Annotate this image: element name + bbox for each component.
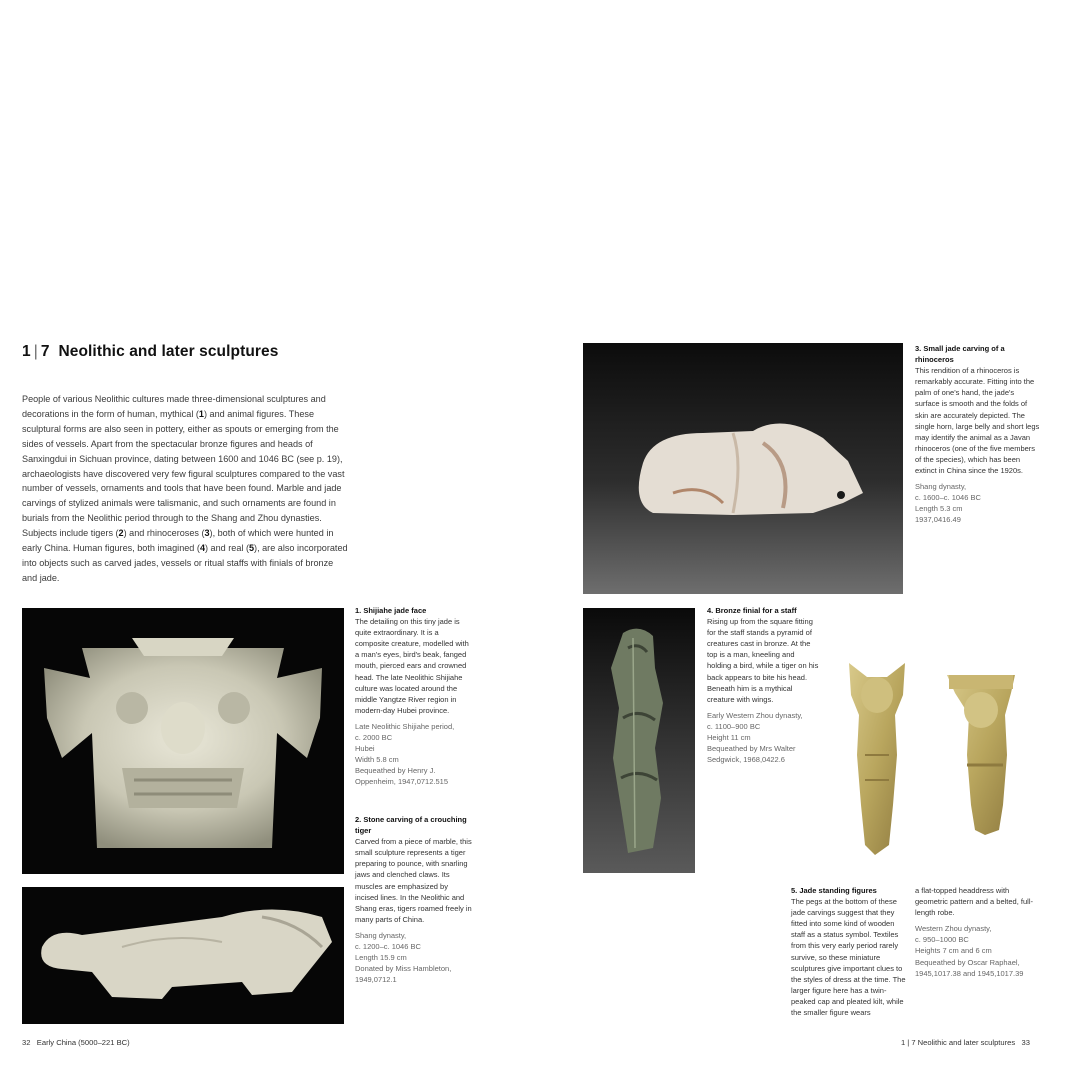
caption-2-meta-line: c. 1200–c. 1046 BC (355, 942, 421, 952)
caption-4-meta-line: Sedgwick, 1968,0422.6 (707, 755, 785, 765)
caption-3-title: 3. Small jade carving of a rhinoceros (915, 344, 1005, 365)
caption-4-meta-line: Early Western Zhou dynasty, (707, 710, 803, 720)
caption-4-meta (707, 710, 819, 765)
caption-1-body: The detailing on this tiny jade is quite extraordinary. It is a composite creature, modelled with a man's eyes, bird's beak, fanged mouth, pierced ears and crowned head. The late Neolithic Shijiahe culture was located around the middle Yangtze River region in modern-day Hubei province. (355, 617, 469, 715)
footer-right (901, 1038, 1030, 1047)
section-number: 1 (22, 343, 31, 360)
intro-paragraph (22, 392, 348, 586)
caption-5-body-first: The pegs at the bottom of these jade carvings suggest that they fitted into some kind of wooden staff as a status symbol. Textiles from this very early period rarely survive, so these miniature sculptures give important clues to the styles of dress at the time. The larger figure here has a twin-peaked cap and pleated kilt, while the smaller figure wears (791, 897, 906, 1018)
intro-text: ), are also incorporated into objects such as carved jades, vessels or ritual staffs with finials of bronze and jade. (22, 543, 348, 583)
intro-text: People of various Neolithic cultures made three-dimensional sculptures and decorations in the form of human, mythical ( (22, 394, 326, 419)
caption-3-meta-line: Shang dynasty, (915, 482, 967, 492)
caption-4-meta-line: Bequeathed by Mrs Walter (707, 744, 796, 754)
intro-text: ) and rhinoceroses ( (123, 528, 205, 539)
caption-3-body: This rendition of a rhinoceros is remarkably accurate. Fitting into the palm of one's hand, the jade's surface is smooth and the folds of skin are accurately depicted. The single horn, large belly and short legs may identify the animal as a Javan rhinoceros (one of the five members of the species), which has been extinct in China since the 1920s. (915, 366, 1040, 476)
intro-text: ), both of which were hunted in early China. Human figures, both imagined ( (22, 528, 334, 554)
section-heading (22, 343, 279, 361)
caption-1-meta-line: Width 5.8 cm (355, 755, 399, 765)
section-sub-number: 7 (40, 343, 50, 360)
figure-reference: 3 (204, 528, 210, 539)
jade-figures-illustration (835, 655, 1035, 865)
bronze-finial-illustration (583, 608, 695, 873)
intro-text: ) and real ( (205, 543, 249, 554)
caption-4-title: 4. Bronze finial for a staff (707, 606, 797, 615)
caption-2-meta-line: Donated by Miss Hambleton, (355, 964, 452, 974)
footer-left (22, 1038, 130, 1047)
caption-5-meta-line: Heights 7 cm and 6 cm (915, 946, 992, 956)
caption-2 (355, 814, 473, 985)
caption-1-meta (355, 721, 473, 788)
figure-reference: 5 (248, 543, 255, 554)
caption-5 (791, 885, 909, 1018)
caption-3-meta (915, 481, 1040, 525)
caption-5-title: 5. Jade standing figures (791, 886, 877, 895)
caption-1-meta-line: Bequeathed by Henry J. (355, 766, 436, 776)
running-title-left: Early China (5000–221 BC) (36, 1038, 130, 1047)
section-separator: | (33, 343, 38, 360)
caption-4-meta-line: c. 1100–900 BC (707, 721, 761, 731)
image-jade-rhinoceros (583, 343, 903, 594)
running-title-right: 1 | 7 Neolithic and later sculptures (900, 1038, 1016, 1047)
caption-2-meta (355, 930, 473, 985)
caption-3 (915, 343, 1040, 526)
caption-2-meta-line: Shang dynasty, (355, 930, 407, 940)
image-stone-tiger (22, 887, 344, 1024)
tiger-illustration (22, 887, 344, 1024)
caption-2-meta-line: 1949,0712.1 (355, 975, 397, 985)
caption-3-meta-line: 1937,0416.49 (915, 515, 961, 525)
caption-5-meta-line: c. 950–1000 BC (915, 935, 969, 945)
caption-4 (707, 605, 819, 765)
image-jade-face (22, 608, 344, 874)
caption-2-meta-line: Length 15.9 cm (355, 953, 407, 963)
caption-1-title: 1. Shijiahe jade face (355, 606, 427, 615)
caption-3-meta-line: Length 5.3 cm (915, 504, 963, 514)
caption-3-meta-line: c. 1600–c. 1046 BC (915, 493, 981, 503)
caption-1-meta-line: Hubei (355, 744, 375, 754)
caption-5-meta-line: Bequeathed by Oscar Raphael, (915, 957, 1020, 967)
intro-text: ) and animal figures. These sculptural forms are also seen in pottery, either as spouts or emerging from the sides of vessels. Apart from the spectacular bronze figures and heads of Sanxingdui in Sichuan province, dating between 1600 and 1046 BC (see p. 19), archaeologists have discovered very few figural sculptures compared to the vast number of vessels, ornaments and tools that have been found. Marble and jade carvings of stylized animals were talismanic, and such ornaments are found in burials from the Neolithic period through to the Shang and Zhou dynasties. Subjects include tigers ( (22, 408, 345, 539)
caption-1 (355, 605, 473, 788)
jade-face-illustration (22, 608, 344, 874)
caption-5-meta-line: Western Zhou dynasty, (915, 924, 992, 934)
page-number-right: 33 (1021, 1038, 1030, 1047)
caption-4-body: Rising up from the square fitting for the staff stands a pyramid of creatures cast in bronze. At the top is a man, kneeling and holding a bird, while a tiger on his back appears to bite his head. Beneath him is a mythical creature with wings. (707, 617, 819, 704)
rhinoceros-illustration (583, 343, 903, 594)
page-number-left: 32 (22, 1038, 31, 1047)
caption-1-meta-line: Oppenheim, 1947,0712.515 (355, 777, 448, 787)
caption-5-body-second: a flat-topped headdress with geometric pattern and a belted, full-length robe. (915, 886, 1033, 918)
section-title: Neolithic and later sculptures (58, 343, 279, 360)
caption-1-meta-line: c. 2000 BC (355, 733, 393, 743)
caption-5-meta-line: 1945,1017.38 and 1945,1017.39 (915, 968, 1024, 978)
caption-4-meta-line: Height 11 cm (707, 733, 751, 743)
image-jade-standing-figures (835, 655, 1035, 865)
figure-reference: 2 (118, 528, 124, 539)
caption-5-meta (915, 923, 1040, 978)
caption-5-continued (915, 885, 1040, 979)
figure-reference: 1 (198, 408, 204, 419)
image-bronze-finial (583, 608, 695, 873)
caption-1-meta-line: Late Neolithic Shijiahe period, (355, 721, 455, 731)
caption-2-body: Carved from a piece of marble, this small sculpture represents a tiger preparing to pounce, with snarling jaws and clenched claws. Its muscles are emphasized by incised lines. In the Neolithic and Shang eras, tigers roamed freely in many parts of China. (355, 837, 472, 924)
caption-2-title: 2. Stone carving of a crouching tiger (355, 815, 467, 836)
figure-reference: 4 (199, 543, 205, 554)
